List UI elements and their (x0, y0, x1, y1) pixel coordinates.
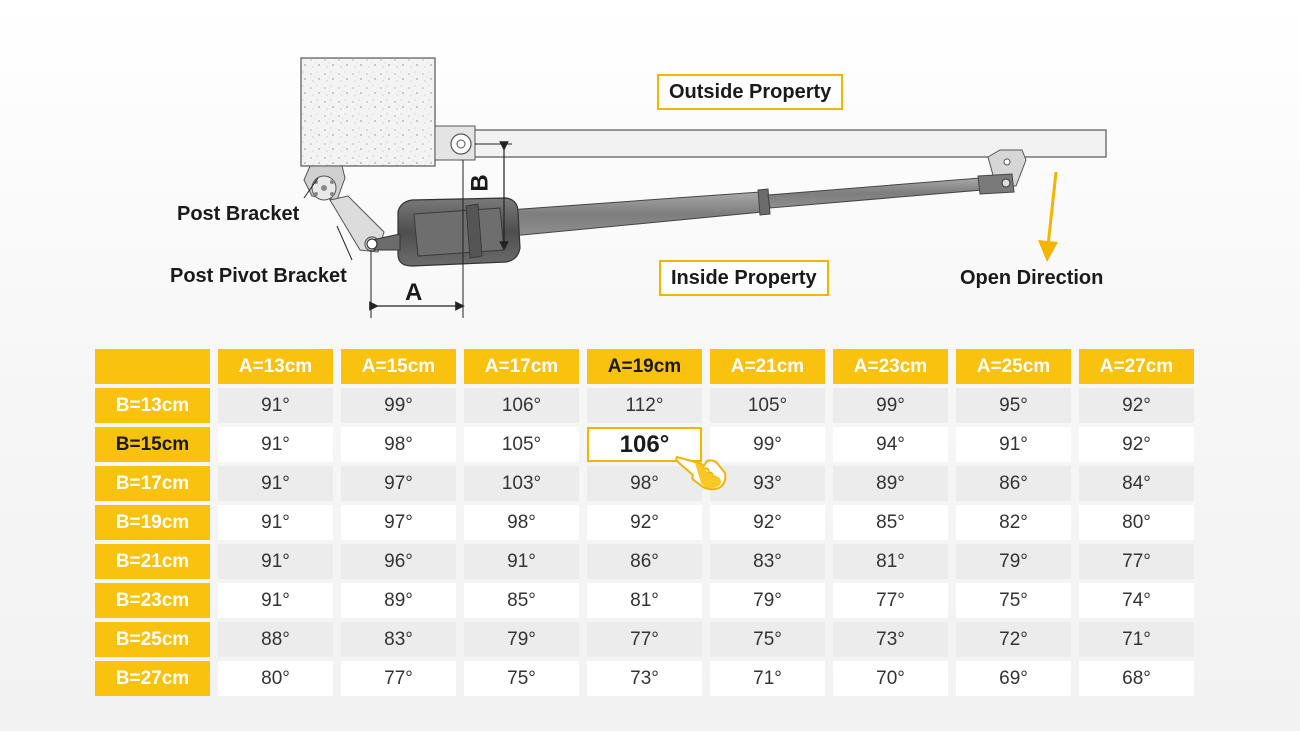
angle-cell: 69° (956, 661, 1071, 696)
table-row (95, 466, 1194, 501)
table-row (95, 544, 1194, 579)
angle-cell: 98° (341, 427, 456, 462)
angle-cell: 92° (710, 505, 825, 540)
angle-cell: 75° (464, 661, 579, 696)
table-row (95, 661, 1194, 696)
angle-cell: 99° (341, 388, 456, 423)
column-header: A=23cm (833, 349, 948, 384)
table-row (95, 622, 1194, 657)
angle-cell: 112° (587, 388, 702, 423)
angle-cell: 93° (710, 466, 825, 501)
angle-cell: 92° (587, 505, 702, 540)
angle-cell: 89° (341, 583, 456, 618)
column-header: A=21cm (710, 349, 825, 384)
angle-cell: 92° (1079, 388, 1194, 423)
angle-cell: 98° (464, 505, 579, 540)
angle-cell: 106° (464, 388, 579, 423)
pointing-hand-icon (673, 447, 729, 491)
angle-cell: 91° (218, 388, 333, 423)
post-pivot-bracket-label: Post Pivot Bracket (170, 265, 347, 287)
angle-cell: 96° (341, 544, 456, 579)
angle-cell: 85° (833, 505, 948, 540)
open-direction-arrow (1048, 172, 1056, 246)
angle-cell: 83° (710, 544, 825, 579)
column-header: A=19cm (587, 349, 702, 384)
table-row (95, 505, 1194, 540)
post-bracket-label: Post Bracket (177, 203, 300, 225)
opening-angle-table (95, 349, 1194, 696)
dimension-a-label: A (405, 279, 423, 306)
angle-cell: 73° (587, 661, 702, 696)
angle-cell: 103° (464, 466, 579, 501)
angle-cell: 77° (833, 583, 948, 618)
angle-cell: 91° (956, 427, 1071, 462)
linear-actuator-arm (508, 192, 762, 236)
dimension-b-label: B (466, 174, 494, 192)
row-header: B=15cm (95, 427, 210, 462)
angle-cell: 92° (1079, 427, 1194, 462)
angle-cell: 81° (587, 583, 702, 618)
angle-cell: 86° (956, 466, 1071, 501)
row-header: B=23cm (95, 583, 210, 618)
angle-cell: 91° (218, 466, 333, 501)
angle-cell: 71° (1079, 622, 1194, 657)
column-header: A=27cm (1079, 349, 1194, 384)
angle-cell: 105° (710, 388, 825, 423)
open-direction-label: Open Direction (960, 267, 1104, 289)
angle-cell: 84° (1079, 466, 1194, 501)
angle-cell: 99° (833, 388, 948, 423)
inside-property-label: Inside Property (659, 260, 829, 296)
table-corner (95, 349, 210, 384)
angle-cell: 91° (218, 583, 333, 618)
angle-cell: 74° (1079, 583, 1194, 618)
angle-cell: 91° (218, 505, 333, 540)
angle-cell: 77° (1079, 544, 1194, 579)
column-header: A=15cm (341, 349, 456, 384)
row-header: B=27cm (95, 661, 210, 696)
angle-cell: 88° (218, 622, 333, 657)
outside-property-label: Outside Property (657, 74, 843, 110)
angle-cell: 95° (956, 388, 1071, 423)
table-row (95, 427, 1194, 462)
angle-cell: 71° (710, 661, 825, 696)
angle-cell: 77° (341, 661, 456, 696)
table-row (95, 583, 1194, 618)
angle-cell: 80° (218, 661, 333, 696)
angle-cell: 91° (218, 427, 333, 462)
angle-cell: 99° (710, 427, 825, 462)
angle-cell: 97° (341, 466, 456, 501)
table-header-row (95, 349, 1194, 384)
angle-cell: 72° (956, 622, 1071, 657)
table-row (95, 388, 1194, 423)
angle-cell: 94° (833, 427, 948, 462)
angle-cell: 75° (710, 622, 825, 657)
angle-cell: 75° (956, 583, 1071, 618)
row-header: B=17cm (95, 466, 210, 501)
angle-cell: 82° (956, 505, 1071, 540)
column-header: A=13cm (218, 349, 333, 384)
highlighted-angle-cell: 106° (587, 427, 702, 462)
angle-cell: 79° (956, 544, 1071, 579)
row-header: B=21cm (95, 544, 210, 579)
angle-cell: 77° (587, 622, 702, 657)
angle-cell: 79° (464, 622, 579, 657)
angle-cell: 105° (464, 427, 579, 462)
angle-cell: 68° (1079, 661, 1194, 696)
row-header: B=19cm (95, 505, 210, 540)
column-header: A=17cm (464, 349, 579, 384)
angle-cell: 81° (833, 544, 948, 579)
angle-cell: 89° (833, 466, 948, 501)
angle-cell: 98° (587, 466, 702, 501)
angle-cell: 85° (464, 583, 579, 618)
angle-cell: 79° (710, 583, 825, 618)
angle-cell: 86° (587, 544, 702, 579)
concrete-post (301, 58, 435, 166)
angle-cell: 73° (833, 622, 948, 657)
row-header: B=13cm (95, 388, 210, 423)
angle-cell: 91° (218, 544, 333, 579)
angle-cell: 97° (341, 505, 456, 540)
angle-cell: 91° (464, 544, 579, 579)
angle-cell: 83° (341, 622, 456, 657)
angle-cell: 80° (1079, 505, 1194, 540)
column-header: A=25cm (956, 349, 1071, 384)
row-header: B=25cm (95, 622, 210, 657)
angle-cell: 70° (833, 661, 948, 696)
